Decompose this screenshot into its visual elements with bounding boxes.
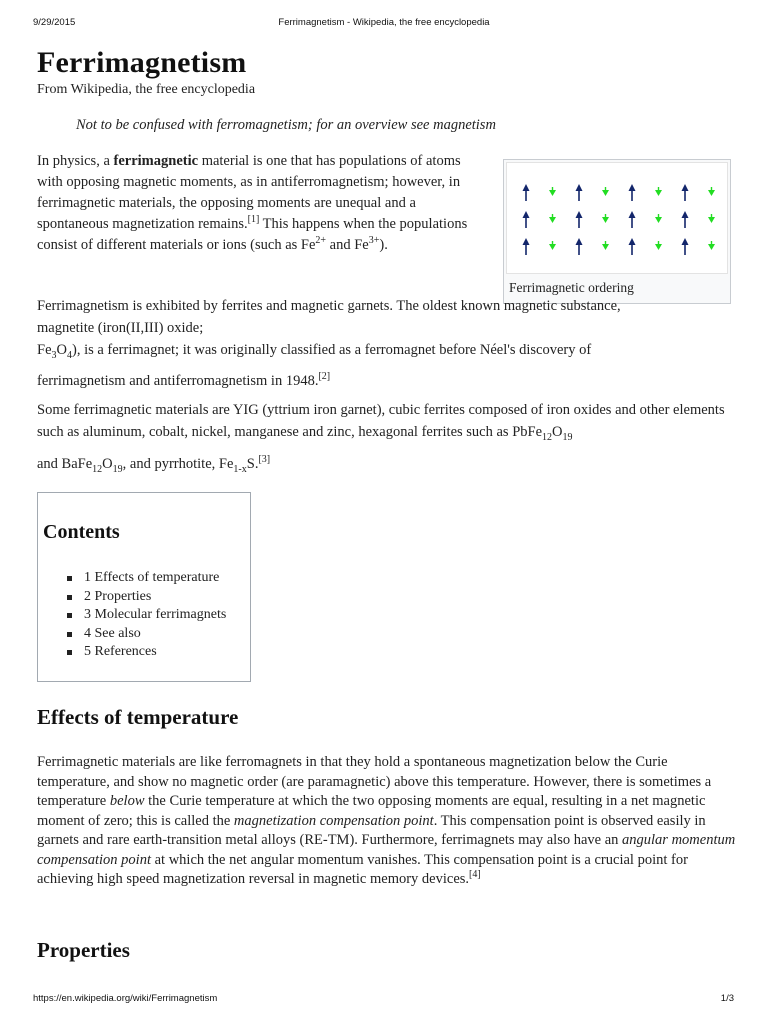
text: ). xyxy=(379,237,388,253)
text: before xyxy=(435,342,480,358)
hatnote xyxy=(76,116,737,134)
chem-sub: 1-x xyxy=(233,464,247,475)
print-title: Ferrimagnetism - Wikipedia, the free encyclopedia xyxy=(278,17,490,28)
text: Ferrimagnetism is exhibited by xyxy=(37,298,222,314)
chem-sub: 4 xyxy=(66,350,72,361)
spin-up-arrow xyxy=(629,184,636,201)
link-manganese[interactable]: manganese xyxy=(234,424,299,440)
print-date: 9/29/2015 xyxy=(33,17,76,28)
spin-up-arrow xyxy=(576,238,583,255)
spin-up-arrow xyxy=(523,211,530,228)
toc-link-molecular[interactable]: 3 Molecular ferrimagnets xyxy=(84,607,227,622)
reference-4[interactable]: [4] xyxy=(469,869,481,880)
link-nickel[interactable]: nickel xyxy=(191,424,228,440)
toc-link-references[interactable]: 5 References xyxy=(84,644,157,659)
toc-link-see-also[interactable]: 4 See also xyxy=(84,625,141,641)
text: such as PbFe xyxy=(462,424,543,440)
text: material is one that has populations of atoms with opposing magnetic moments, as in xyxy=(37,153,461,190)
text: Ferrimagnetic materials are like ferromagnets in that they hold a spontaneous magnetization below the xyxy=(37,754,636,770)
bullet-icon xyxy=(67,650,72,655)
chem-sub: 19 xyxy=(112,464,123,475)
chem-sub: 3 xyxy=(51,350,57,361)
spin-down-arrow xyxy=(655,241,662,250)
tagline: From Wikipedia, the free encyclopedia xyxy=(37,82,256,97)
figure-caption: Ferrimagnetic ordering xyxy=(509,280,634,295)
link-curie-temperature[interactable]: Curie temperature xyxy=(37,754,668,790)
link-pyrrhotite[interactable]: pyrrhotite xyxy=(154,456,212,472)
text: , xyxy=(141,424,149,440)
chem-sup: 2+ xyxy=(315,235,327,246)
chem-sub: 12 xyxy=(92,464,103,475)
emphasis: magnetization compensation point xyxy=(233,812,434,829)
text: S. xyxy=(246,456,259,472)
text: , xyxy=(351,424,359,440)
toc-link-effects[interactable]: 1 Effects of temperature xyxy=(84,570,220,585)
link-ferromagnet[interactable]: ferromagnet xyxy=(364,342,436,358)
table-of-contents xyxy=(37,492,251,682)
emphasis: below xyxy=(109,793,145,809)
reference-2[interactable]: [2] xyxy=(318,371,331,382)
reference-3[interactable]: [3] xyxy=(258,454,271,465)
spin-lattice-diagram xyxy=(507,163,727,273)
chem-fe: Fe xyxy=(354,237,369,253)
spin-up-arrow xyxy=(629,238,636,255)
text: ) above this temperature. However, there is sometimes a temperature xyxy=(37,773,712,809)
text: O xyxy=(552,424,563,440)
text: In physics, a xyxy=(37,153,114,169)
chem-o: O xyxy=(56,342,67,358)
text: and BaFe xyxy=(37,456,93,472)
spin-down-arrow xyxy=(602,241,609,250)
text: (yttrium iron garnet), cubic ferrites composed of iron oxides and other elements such as xyxy=(37,402,725,440)
text: , and xyxy=(122,456,155,472)
spin-down-arrow xyxy=(708,187,715,196)
link-aluminum[interactable]: aluminum xyxy=(82,424,142,440)
text: ferrimagnetism and antiferromagnetism in 1948. xyxy=(37,373,319,389)
bullet-icon xyxy=(67,613,72,618)
bullet-icon xyxy=(67,595,72,600)
toc-item[interactable] xyxy=(67,643,226,662)
link-antiferromagnetism[interactable]: antiferromagnetism xyxy=(271,174,385,190)
text: O xyxy=(102,456,113,472)
chem-sub: 12 xyxy=(542,432,553,443)
link-magnetism[interactable]: magnetism xyxy=(433,117,496,133)
text: . The oldest known magnetic substance, xyxy=(389,298,621,314)
spin-down-arrow xyxy=(708,214,715,223)
spin-up-arrow xyxy=(576,184,583,201)
emphasis: angular momentum compensation point xyxy=(37,832,736,868)
print-footer xyxy=(0,993,768,1007)
toc-item[interactable] xyxy=(67,625,226,644)
link-neel[interactable]: Néel xyxy=(479,342,508,358)
spin-down-arrow xyxy=(602,187,609,196)
text-line xyxy=(37,453,270,475)
toc-item[interactable] xyxy=(67,588,226,607)
chem-sub: 19 xyxy=(562,432,573,443)
bullet-icon xyxy=(67,632,72,637)
paragraph-intro xyxy=(37,151,475,256)
link-paramagnetic[interactable]: paramagnetic xyxy=(307,773,386,790)
text: , xyxy=(227,424,235,440)
link-ferrites[interactable]: ferrites xyxy=(221,298,263,314)
toc-link-properties[interactable]: 2 Properties xyxy=(84,588,152,604)
text: and magnetic xyxy=(262,298,348,314)
spin-up-arrow xyxy=(523,238,530,255)
link-cobalt[interactable]: cobalt xyxy=(148,424,185,440)
text: This happens when the populations consist of different materials or xyxy=(37,216,468,253)
link-magnetite[interactable]: magnetite xyxy=(37,320,95,336)
print-header xyxy=(0,17,768,31)
section-heading-effects: Effects of temperature xyxy=(37,705,239,729)
text: and xyxy=(298,424,327,440)
paragraph-materials xyxy=(37,399,737,475)
reference-1[interactable]: [1] xyxy=(247,214,260,225)
spin-down-arrow xyxy=(655,187,662,196)
link-ions[interactable]: ions xyxy=(222,237,247,253)
chem-fe: Fe xyxy=(37,342,52,358)
print-page-number: 1/3 xyxy=(720,993,734,1004)
text: remains. xyxy=(194,216,248,232)
text: (iron(II,III) oxide; xyxy=(94,320,204,336)
text: , xyxy=(184,424,192,440)
toc-item[interactable] xyxy=(67,569,226,588)
figure-ferrimagnetic-ordering xyxy=(503,159,731,304)
spin-down-arrow xyxy=(549,241,556,250)
chem-sup: 3+ xyxy=(368,235,380,246)
link-garnets[interactable]: garnets xyxy=(347,298,390,314)
hatnote-text: ; for an overview see xyxy=(307,117,434,133)
text: , and show no magnetic order (are xyxy=(106,773,308,790)
figure-image[interactable] xyxy=(506,162,728,274)
link-zinc[interactable]: zinc xyxy=(326,424,352,440)
text: of zero; this is called the xyxy=(84,812,234,829)
text: (such as xyxy=(246,237,301,253)
spin-down-arrow xyxy=(602,214,609,223)
spin-up-arrow xyxy=(523,184,530,201)
text: the Curie temperature at which the two opposing moments are equal, resulting in a net xyxy=(144,793,653,809)
link-spontaneous-magnetization[interactable]: spontaneous magnetization xyxy=(37,216,195,232)
toc-item[interactable] xyxy=(67,606,226,625)
link-magnetic-moment[interactable]: magnetic moment xyxy=(37,793,706,829)
text: . This compensation point is observed easily in garnets and rare earth-transition metal alloys (RE-TM). Furthermore, ferrimagnets may also have an xyxy=(37,812,706,848)
spin-up-arrow xyxy=(682,238,689,255)
text: ), is a ferrimagnet; it was originally classified as a xyxy=(71,342,365,358)
spin-up-arrow xyxy=(682,184,689,201)
spin-up-arrow xyxy=(629,211,636,228)
text: Some ferrimagnetic materials are xyxy=(37,402,233,418)
text: ; however, in ferrimagnetic materials, the opposing moments are unequal and a xyxy=(37,174,461,211)
term-bold: ferrimagnetic xyxy=(113,153,199,169)
toc-title: Contents xyxy=(43,521,120,543)
spin-down-arrow xyxy=(708,241,715,250)
chem-fe: Fe xyxy=(300,237,316,253)
spin-up-arrow xyxy=(576,211,583,228)
spin-down-arrow xyxy=(549,214,556,223)
spin-down-arrow xyxy=(549,187,556,196)
bullet-icon xyxy=(67,576,72,581)
spin-down-arrow xyxy=(655,214,662,223)
paragraph-temperature xyxy=(37,753,737,890)
link-ferromagnetism[interactable]: ferromagnetism xyxy=(216,117,308,133)
page-title: Ferrimagnetism xyxy=(37,46,247,79)
link-hexagonal-ferrites[interactable]: hexagonal ferrites xyxy=(358,424,463,440)
link-yig[interactable]: YIG xyxy=(232,402,259,418)
text: 's discovery of xyxy=(507,342,592,358)
article-content xyxy=(37,45,737,962)
paragraph-ferrites xyxy=(37,295,677,392)
text: at which the net angular momentum vanishes. This compensation point is a crucial point for achieving high speed magnetization reversal in magnetic memory devices. xyxy=(37,851,688,887)
section-heading-properties: Properties xyxy=(37,938,130,962)
spin-up-arrow xyxy=(682,211,689,228)
toc-list xyxy=(67,569,226,662)
hatnote-text: Not to be confused with xyxy=(76,117,217,133)
text: and xyxy=(326,237,355,253)
text: , Fe xyxy=(211,456,234,472)
print-url: https://en.wikipedia.org/wiki/Ferrimagnetism xyxy=(33,993,218,1004)
